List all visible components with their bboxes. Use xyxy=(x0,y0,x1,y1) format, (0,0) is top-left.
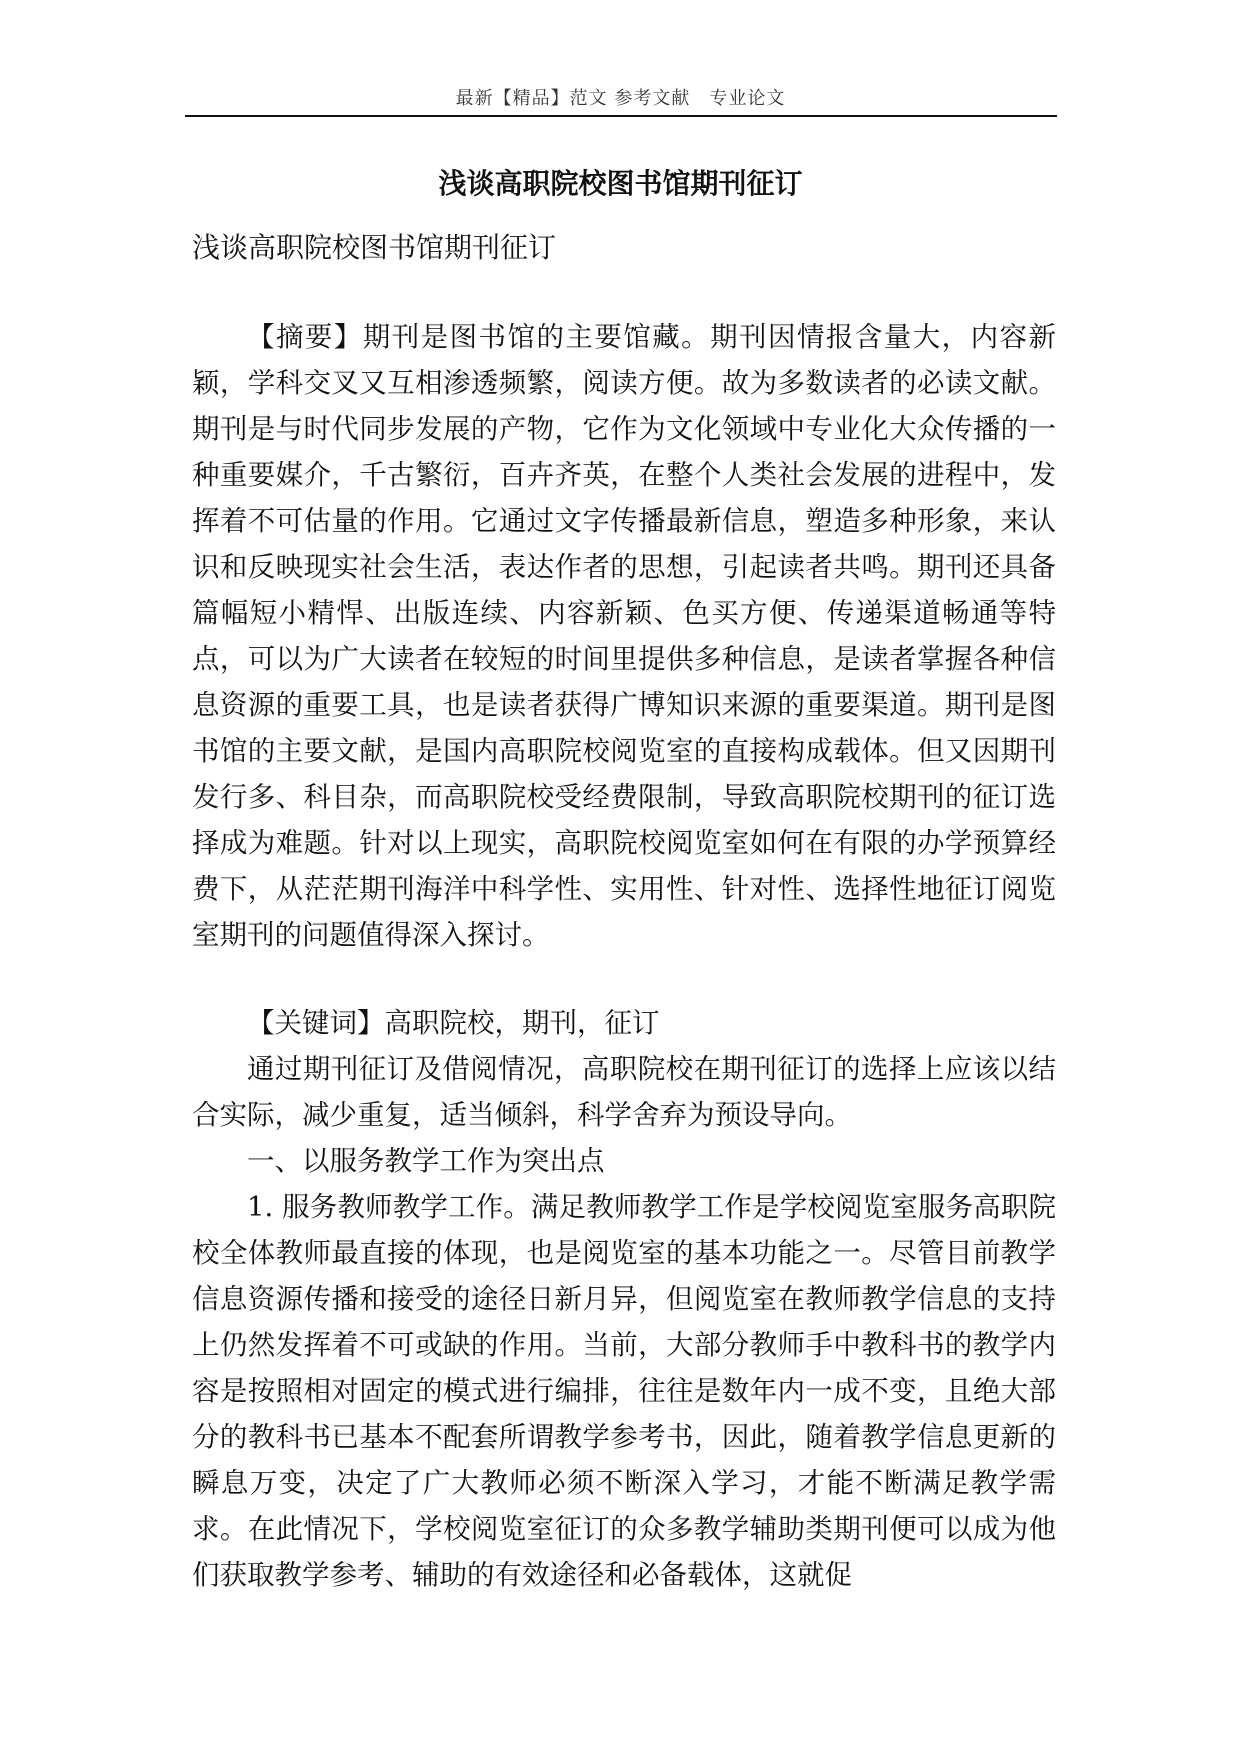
document-subtitle: 浅谈高职院校图书馆期刊征订 xyxy=(192,231,557,264)
body-paragraph: 1. 服务教师教学工作。满足教师教学工作是学校阅览室服务高职院校全体教师最直接的体现，也是阅览室的基本功能之一。尽管目前教学信息资源传播和接受的途径日新月异，但阅览室在教师教学信息的支持上仍然发挥着不可或缺的作用。当前，大部分教师手中教科书的教学内容是按照相对固定的模式进行编排，往往是数年内一成不变，且绝大部分的教科书已基本不配套所谓教学参考书，因此，随着教学信息更新的瞬息万变，决定了广大教师必须不断深入学习，才能不断满足教学需求。在此情况下，学校阅览室征订的众多教学辅助类期刊便可以成为他们获取教学参考、辅助的有效途径和必备载体，这就促 xyxy=(192,1191,1056,1591)
page-header: 最新【精品】范文 参考文献 专业论文 xyxy=(455,88,786,109)
abstract-block xyxy=(192,314,1056,958)
document-title: 浅谈高职院校图书馆期刊征订 xyxy=(438,167,803,200)
section-heading: 一、以服务教学工作为突出点 xyxy=(247,1145,605,1177)
body-block xyxy=(192,1000,1056,1598)
header-divider xyxy=(185,115,1057,117)
abstract-paragraph: 【摘要】期刊是图书馆的主要馆藏。期刊因情报含量大，内容新颖，学科交叉又互相渗透频繁，阅读方便。故为多数读者的必读文献。期刊是与时代同步发展的产物，它作为文化领域中专业化大众传播的一种重要媒介，千古繁衍，百卉齐英，在整个人类社会发展的进程中，发挥着不可估量的作用。它通过文字传播最新信息，塑造多种形象，来认识和反映现实社会生活，表达作者的思想，引起读者共鸣。期刊还具备篇幅短小精悍、出版连续、内容新颖、色买方便、传递渠道畅通等特点，可以为广大读者在较短的时间里提供多种信息，是读者掌握各种信息资源的重要工具，也是读者获得广博知识来源的重要渠道。期刊是图书馆的主要文献，是国内高职院校阅览室的直接构成载体。但又因期刊发行多、科目杂，而高职院校受经费限制，导致高职院校期刊的征订选择成为难题。针对以上现实，高职院校阅览室如何在有限的办学预算经费下，从茫茫期刊海洋中科学性、实用性、针对性、选择性地征订阅览室期刊的问题值得深入探讨。 xyxy=(192,321,1056,951)
body-paragraph: 通过期刊征订及借阅情况，高职院校在期刊征订的选择上应该以结合实际，减少重复，适当倾斜，科学舍弃为预设导向。 xyxy=(192,1053,1056,1131)
keywords-paragraph: 【关键词】高职院校，期刊，征订 xyxy=(247,1007,660,1039)
